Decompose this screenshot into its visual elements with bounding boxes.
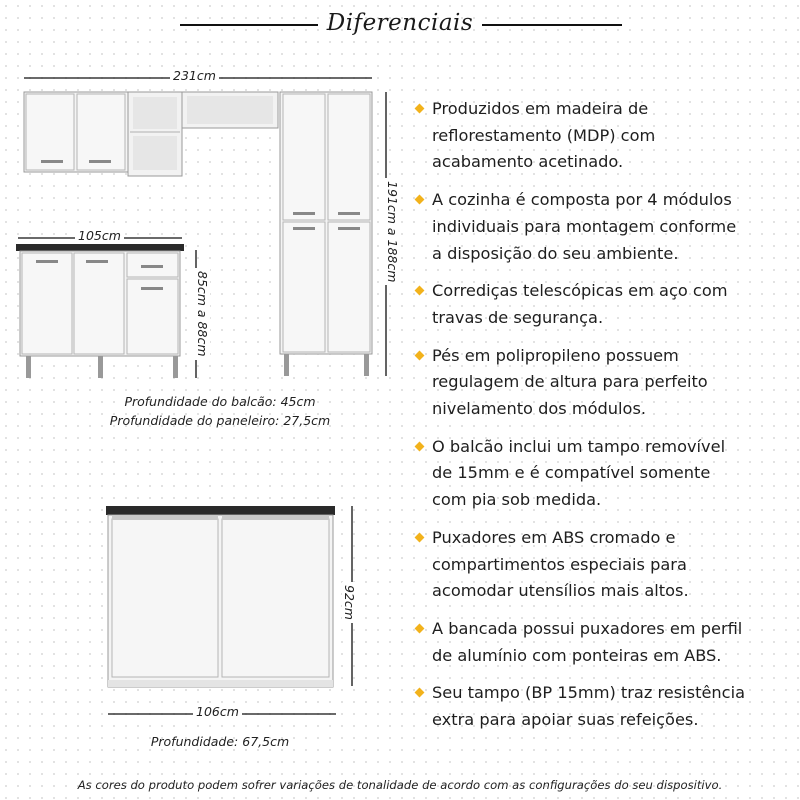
upper-cabinet	[24, 92, 128, 172]
pantry-cabinet	[280, 92, 372, 376]
feature-text-line: a disposição do seu ambiente.	[432, 243, 679, 263]
feature-text-line: Seu tampo (BP 15mm) traz resistência	[432, 683, 745, 703]
feature-text-line: acabamento acetinado.	[432, 152, 624, 172]
total-width-label: 231cm	[170, 68, 219, 83]
pantry-depth-caption: Profundidade do paneleiro: 27,5cm	[109, 413, 331, 428]
counter-height-label: 85cm a 88cm	[195, 268, 210, 360]
page-title: Diferenciais	[326, 10, 474, 36]
feature-item	[412, 434, 797, 514]
feature-item	[412, 96, 797, 176]
feature-text-line: reflorestamento (MDP) com	[432, 125, 656, 145]
feature-text-line: extra para apoiar suas refeições.	[432, 710, 699, 730]
sink-height-label: 92cm	[342, 582, 357, 623]
feature-text-line: de 15mm e é compatível somente	[432, 463, 711, 483]
feature-text-line: acomodar utensílios mais altos.	[432, 581, 689, 601]
diamond-bullet-icon	[415, 624, 425, 634]
feature-text-line: Pés em polipropileno possuem	[432, 345, 679, 365]
feature-list	[412, 96, 797, 745]
feature-text-line: A cozinha é composta por 4 módulos	[432, 190, 732, 210]
open-shelf	[182, 92, 278, 128]
feature-text-line: de alumínio com ponteiras em ABS.	[432, 645, 722, 665]
diamond-bullet-icon	[415, 688, 425, 698]
feature-text-line: O balcão inclui um tampo removível	[432, 436, 726, 456]
pantry-height-label: 191cm a 188cm	[385, 178, 400, 285]
sink-width-label: 106cm	[193, 704, 242, 719]
furniture-diagram	[0, 0, 400, 780]
feature-text-line: com pia sob medida.	[432, 490, 602, 510]
feature-text-line: nivelamento dos módulos.	[432, 399, 647, 419]
feature-item	[412, 278, 797, 331]
diamond-bullet-icon	[415, 441, 425, 451]
sink-depth-caption: Profundidade: 67,5cm	[150, 734, 290, 749]
diamond-bullet-icon	[415, 195, 425, 205]
feature-item	[412, 680, 797, 733]
diamond-bullet-icon	[415, 532, 425, 542]
counter-depth-caption: Profundidade do balcão: 45cm	[124, 394, 316, 409]
feature-item	[412, 525, 797, 605]
feature-text-line: regulagem de altura para perfeito	[432, 372, 708, 392]
feature-item	[412, 187, 797, 267]
feature-text-line: Produzidos em madeira de	[432, 99, 649, 118]
sink-cabinet	[106, 506, 335, 687]
feature-text-line: travas de segurança.	[432, 307, 604, 327]
feature-text-line: A bancada possui puxadores em perfil	[432, 618, 743, 638]
feature-item	[412, 343, 797, 423]
feature-text-line: Puxadores em ABS cromado e	[432, 527, 676, 547]
color-disclaimer: As cores do produto podem sofrer variações de tonalidade de acordo com as configurações do seu dispositivo.	[77, 778, 723, 792]
base-counter-cabinet	[16, 244, 184, 378]
feature-text-line: Corrediças telescópicas em aço com	[432, 281, 728, 301]
diamond-bullet-icon	[415, 350, 425, 360]
open-niche-cabinet	[128, 92, 182, 176]
feature-item	[412, 616, 797, 669]
title-rule-right	[482, 24, 622, 26]
feature-text-line: individuais para montagem conforme	[432, 216, 737, 236]
counter-width-label: 105cm	[75, 228, 124, 243]
diamond-bullet-icon	[415, 286, 425, 296]
diamond-bullet-icon	[415, 104, 425, 114]
feature-text-line: compartimentos especiais para	[432, 554, 687, 574]
